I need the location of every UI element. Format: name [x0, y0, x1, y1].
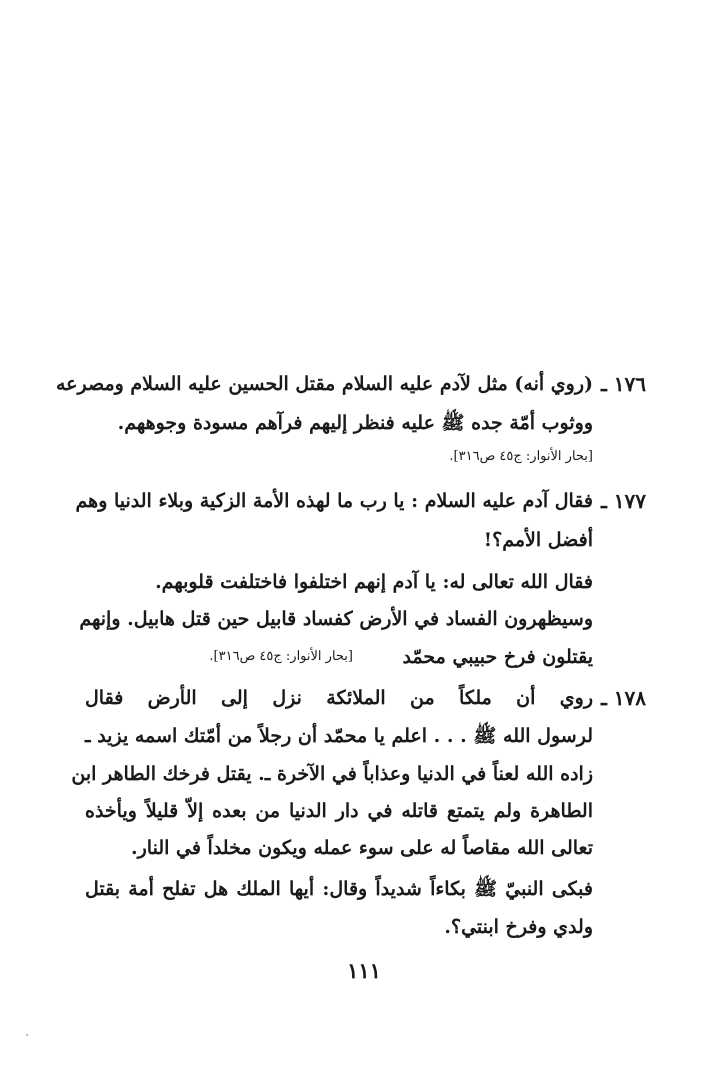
- text-line: زاده الله لعناً في الدنيا وعذاباً في الآخرة ـ. يقتل فرخك الطاهر ابن: [71, 763, 593, 785]
- text-line: وسيظهرون الفساد في الأرض كفساد قابيل حين قتل هابيل. وإنهم: [79, 608, 593, 630]
- scan-speck: [26, 1034, 28, 1036]
- text-line: روي أن ملكاً من الملائكة نزل إلى الأرض فقال: [85, 687, 593, 709]
- text-line: أفضل الأمم؟!: [483, 529, 593, 551]
- text-line: ووثوب أمّة جده ﷺ عليه فنظر إليهم فرآهم مسودة وجوههم.: [117, 412, 593, 434]
- source-reference: [بحار الأنوار: ج٤٥ ص٣١٦].: [449, 449, 593, 464]
- entry-number: ١٧٧ ـ: [600, 489, 646, 513]
- text-line: فقال الله تعالى له: يا آدم إنهم اختلفوا فاختلفت قلوبهم.: [155, 571, 593, 593]
- entry-number: ١٧٦ ـ: [600, 372, 646, 396]
- text-line: يقتلون فرخ حبيبي محمّد: [402, 646, 593, 668]
- text-line: فبكى النبيّ ﷺ بكاءاً شديداً وقال: أيها الملك هل تفلح أمة بقتل: [85, 878, 593, 900]
- source-reference: [بحار الأنوار: ج٤٥ ص٣١٦].: [209, 649, 353, 664]
- page-number: ١١١: [347, 958, 381, 983]
- text-line: تعالى الله مقاصاً له على سوء عمله ويكون مخلداً في النار.: [131, 837, 593, 859]
- text-line: (روي أنه) مثل لآدم عليه السلام مقتل الحسين عليه السلام ومصرعه: [55, 373, 593, 395]
- text-line: فقال آدم عليه السلام : يا رب ما لهذه الأمة الزكية وبلاء الدنيا وهم: [75, 490, 593, 512]
- entry-number: ١٧٨ ـ: [600, 686, 646, 710]
- text-line: ولدي وفرخ ابنتي؟.: [444, 916, 593, 938]
- text-line: الطاهرة ولم يتمتع قاتله في دار الدنيا من بعده إلاّ قليلاً ويأخذه: [85, 800, 593, 822]
- text-line: لرسول الله ﷺ . . . اعلم يا محمّد أن رجلاً من أمّتك اسمه يزيد ـ: [85, 725, 593, 747]
